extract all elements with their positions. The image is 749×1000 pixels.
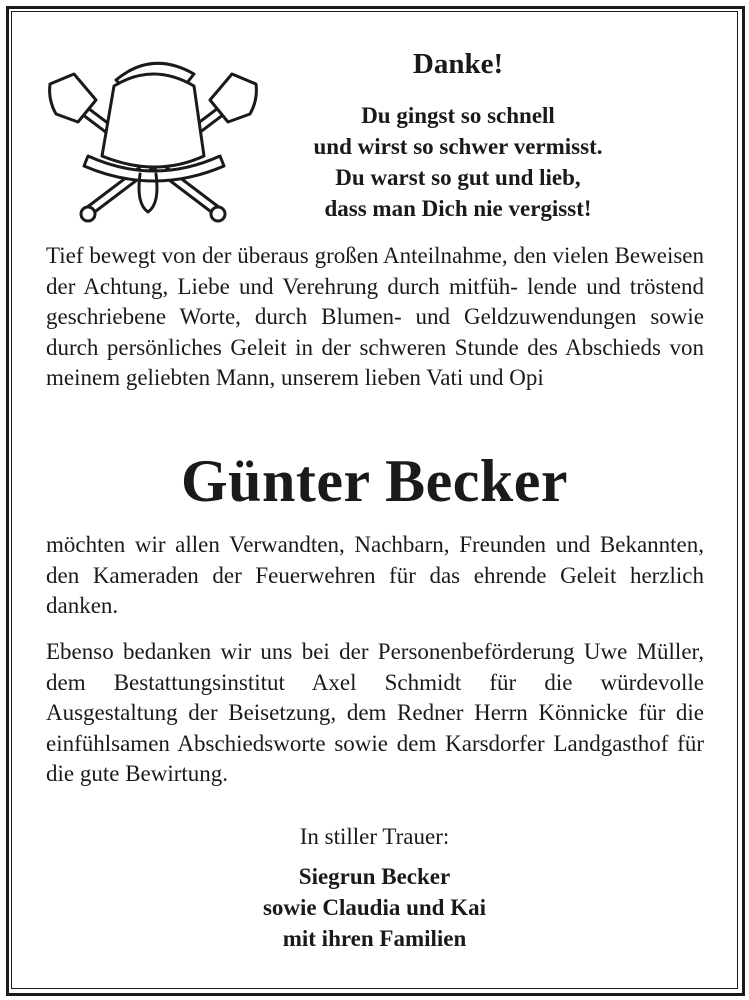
thanks-paragraph-services — [46, 637, 704, 790]
signature-names — [0, 861, 749, 954]
mourning-intro: In stiller Trauer: — [299, 824, 450, 849]
firefighter-helmet-crossed-axes-icon — [44, 44, 262, 224]
poem-line: dass man Dich nie vergisst! — [324, 196, 592, 221]
text-line: Geleit herzlich danken. — [46, 562, 705, 618]
text-line: lende und tröstend geschriebene Worte, durch Blumen- und — [46, 273, 705, 329]
signature-name: sowie Claudia und Kai — [262, 895, 487, 920]
poem-block — [268, 42, 648, 224]
text-line: Geldzuwendungen sowie durch persönliches Geleit in der — [46, 304, 704, 360]
text-line: würdevolle Ausgestaltung der Beisetzung, dem Redner Herrn — [46, 669, 705, 725]
deceased-name: Günter Becker — [181, 448, 568, 514]
poem-title: Danke! — [412, 48, 504, 80]
signature-name: mit ihren Familien — [282, 926, 467, 951]
text-line: Beweisen der Achtung, Liebe und Verehrung durch mitfüh- — [46, 243, 704, 299]
thanks-paragraph-relatives — [46, 530, 704, 622]
poem-line: und wirst so schwer vermisst. — [313, 134, 603, 159]
thanks-paragraph-intro — [46, 241, 704, 394]
poem-line: Du warst so gut und lieb, — [335, 165, 581, 190]
text-line: unserem lieben Vati und Opi — [281, 365, 544, 390]
text-line: Bekannten, den Kameraden der Feuerwehren für das ehrende — [46, 532, 705, 588]
text-line: schweren Stunde des Abschieds von meinem geliebten Mann, — [46, 334, 704, 390]
text-line: Tief bewegt von der überaus großen Anteilnahme, den vielen — [46, 243, 609, 268]
text-line: Könnicke für die einfühlsamen Abschiedsworte sowie dem — [46, 700, 704, 756]
signature-name: Siegrun Becker — [298, 864, 451, 889]
text-line: Karsdorfer Landgasthof für die gute Bewirtung. — [46, 730, 704, 786]
text-line: Uwe Müller, dem Bestattungsinstitut Axel Schmidt für die — [46, 639, 705, 695]
poem-line: Du gingst so schnell — [361, 103, 555, 128]
text-line: Ebenso bedanken wir uns bei der Personenbeförderung — [46, 639, 575, 664]
text-line: möchten wir allen Verwandten, Nachbarn, Freunden und — [46, 532, 591, 557]
